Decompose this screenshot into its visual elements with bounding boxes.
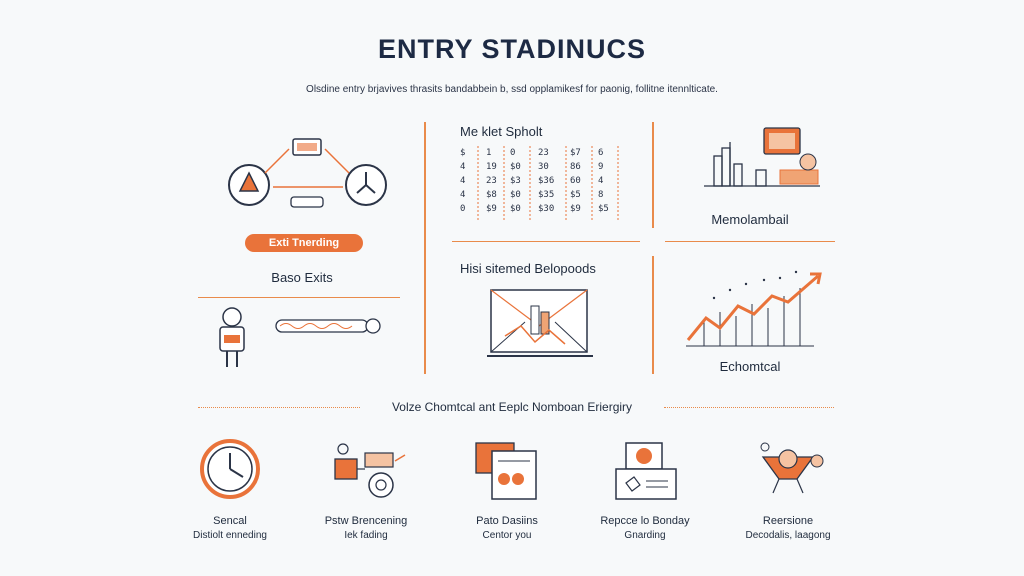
echo-illustration — [684, 270, 824, 350]
envelope-chart-icon — [485, 286, 595, 358]
divider-exits — [198, 297, 400, 298]
divider-left — [424, 122, 426, 374]
bottom-item-4-desc: Gnarding — [624, 530, 666, 541]
market-cell: $8 — [486, 190, 497, 200]
exits-diagram — [225, 135, 395, 220]
bottom-item-1-title: Sencal — [213, 515, 247, 527]
memo-illustration — [700, 122, 825, 192]
historical-illustration — [485, 286, 595, 358]
divider-market — [452, 241, 640, 242]
page-subtitle: Olsdine entry brjavives thrasits bandabbein b, ssd opplamikesf for paonig, follitne itennlticate. — [306, 84, 718, 95]
market-cell: 4 — [460, 162, 466, 172]
bottom-item-1 — [155, 435, 305, 545]
market-cell: 4 — [460, 190, 466, 200]
market-cell: 0 — [460, 204, 466, 214]
market-cell: $30 — [538, 204, 555, 214]
bottom-item-3 — [432, 435, 582, 545]
monitor-icon — [570, 435, 720, 505]
market-cell: 19 — [486, 162, 497, 172]
market-cell: 23 — [486, 176, 497, 186]
bottom-item-4-title: Repcce lo Bonday — [600, 515, 690, 527]
process-icon — [291, 435, 441, 505]
market-cell: 6 — [598, 148, 604, 158]
market-grid — [452, 146, 632, 226]
market-cell: 0 — [510, 148, 516, 158]
market-cell: $0 — [510, 204, 521, 214]
bottom-item-1-desc: Distiolt enneding — [193, 530, 267, 541]
market-cell: $ — [460, 148, 466, 158]
market-cell: 8 — [598, 190, 604, 200]
bottom-item-3-desc: Centor you — [482, 530, 532, 541]
market-cell: $0 — [510, 190, 521, 200]
bottom-item-2-title: Pstw Brencening — [324, 515, 408, 527]
skyline-chat-icon — [700, 122, 825, 192]
sundial-clock-icon — [155, 435, 305, 505]
section-dotline-right — [664, 407, 834, 408]
market-cell: $5 — [570, 190, 581, 200]
section-dotline-left — [198, 407, 360, 408]
market-cell: 1 — [486, 148, 492, 158]
robot-slider-icon — [210, 303, 385, 373]
market-label: Me klet Spholt — [460, 124, 543, 139]
bottom-item-2 — [291, 435, 441, 545]
documents-icon — [432, 435, 582, 505]
market-table — [452, 146, 632, 226]
bottom-item-5-title: Reersione — [762, 515, 814, 527]
market-cell: 60 — [570, 176, 581, 186]
historical-label: Hisi sitemed Belopoods — [460, 261, 596, 276]
market-cell: $36 — [538, 176, 555, 186]
market-cell: 4 — [598, 176, 604, 186]
exit-trending-pill[interactable]: Exti Tnerding — [245, 234, 363, 252]
market-cell: $0 — [510, 162, 521, 172]
market-cell: $7 — [570, 148, 581, 158]
exits-lower-illustration — [210, 303, 385, 373]
market-cell: 86 — [570, 162, 581, 172]
page-title: ENTRY STADINUCS — [377, 34, 647, 64]
market-cell: 4 — [460, 176, 466, 186]
market-cell: 30 — [538, 162, 549, 172]
trend-up-icon — [684, 270, 824, 350]
echo-label: Echomtcal — [719, 359, 781, 374]
bottom-item-5-desc: Decodalis, laagong — [745, 530, 831, 541]
bottom-item-2-desc: Iek fading — [344, 530, 388, 541]
bottom-item-3-title: Pato Dasiins — [476, 515, 538, 527]
market-cell: 23 — [538, 148, 549, 158]
bottom-item-5 — [713, 435, 863, 545]
divider-memo — [665, 241, 835, 242]
market-cell: $3 — [510, 176, 521, 186]
market-cell: $9 — [486, 204, 497, 214]
market-cell: 9 — [598, 162, 604, 172]
section-label: Volze Chomtcal ant Eeplc Nomboan Eriergiry — [391, 400, 633, 414]
exits-label: Baso Exits — [271, 270, 333, 285]
divider-right-bottom — [652, 256, 654, 374]
divider-right-top — [652, 122, 654, 228]
bottom-item-4 — [570, 435, 720, 545]
market-cell: $35 — [538, 190, 555, 200]
memo-label: Memolambail — [711, 212, 789, 227]
target-funnel-icon — [713, 435, 863, 505]
market-cell: $5 — [598, 204, 609, 214]
market-cell: $9 — [570, 204, 581, 214]
exit-cycle-icon — [225, 135, 395, 220]
